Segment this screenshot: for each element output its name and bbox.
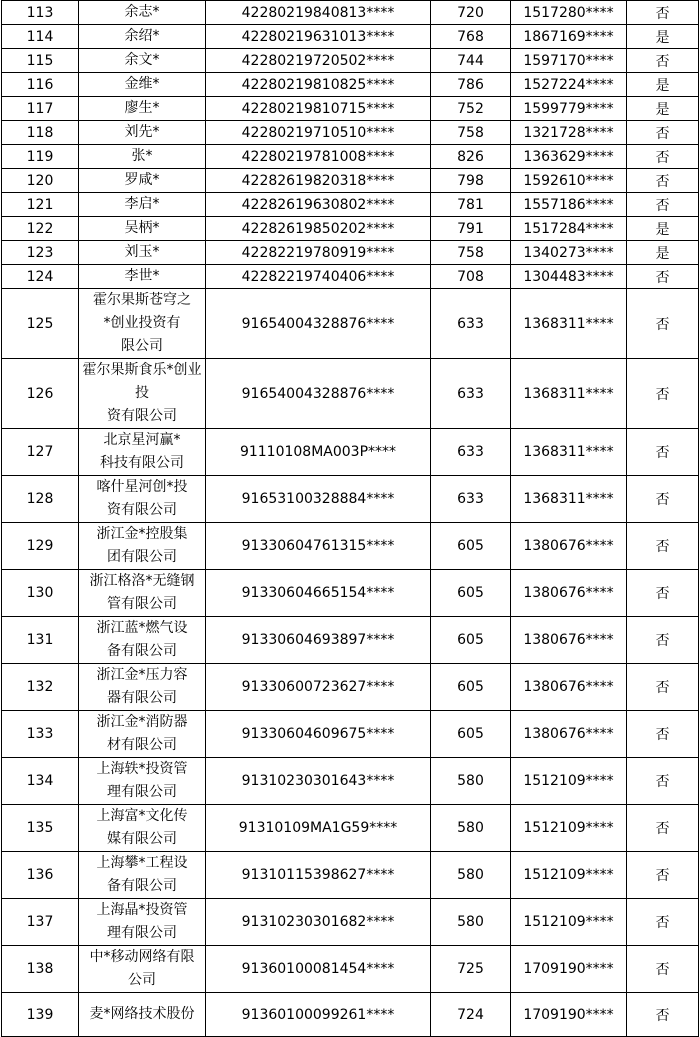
table-row [2,145,699,169]
row-name: 霍尔果斯苍穹之 *创业投资有 限公司 [79,289,206,359]
row-flag: 否 [627,946,699,993]
row-name: 浙江格洛*无缝钢 管有限公司 [79,570,206,617]
table-row [2,49,699,73]
row-id-code: 42282619630802**** [206,193,431,217]
row-number: 128 [2,476,79,523]
table-row [2,121,699,145]
row-flag: 否 [627,664,699,711]
row-name: 金维* [79,73,206,97]
row-flag: 否 [627,359,699,429]
row-flag: 否 [627,805,699,852]
row-id-code: 91110108MA003P**** [206,429,431,476]
row-score: 758 [431,241,511,265]
row-flag: 否 [627,476,699,523]
row-phone: 1867169**** [511,25,627,49]
row-number: 139 [2,993,79,1037]
row-number: 125 [2,289,79,359]
row-phone: 1599779**** [511,97,627,121]
row-number: 135 [2,805,79,852]
row-name: 罗咸* [79,169,206,193]
row-name: 浙江金*控股集 团有限公司 [79,523,206,570]
row-flag: 否 [627,758,699,805]
row-id-code: 91310230301682**** [206,899,431,946]
row-number: 123 [2,241,79,265]
row-id-code: 42280219631013**** [206,25,431,49]
row-name: 吴柄* [79,217,206,241]
row-id-code: 91654004328876**** [206,359,431,429]
row-phone: 1709190**** [511,946,627,993]
row-id-code: 91330604665154**** [206,570,431,617]
row-phone: 1597170**** [511,49,627,73]
row-flag: 否 [627,193,699,217]
table-row [2,359,699,429]
row-name: 麦*网络技术股份 [79,993,206,1037]
row-score: 580 [431,758,511,805]
row-name: 上海攀*工程设 备有限公司 [79,852,206,899]
row-phone: 1512109**** [511,758,627,805]
row-phone: 1512109**** [511,852,627,899]
row-number: 124 [2,265,79,289]
row-number: 129 [2,523,79,570]
row-number: 119 [2,145,79,169]
row-name: 浙江金*压力容 器有限公司 [79,664,206,711]
row-phone: 1517280**** [511,1,627,25]
row-flag: 否 [627,523,699,570]
row-flag: 否 [627,121,699,145]
row-phone: 1380676**** [511,664,627,711]
row-name: 余志* [79,1,206,25]
row-name: 李世* [79,265,206,289]
row-name: 余绍* [79,25,206,49]
row-name: 余文* [79,49,206,73]
row-number: 133 [2,711,79,758]
row-name: 上海轶*投资管 理有限公司 [79,758,206,805]
row-name: 北京星河赢* 科技有限公司 [79,429,206,476]
row-id-code: 91330604609675**** [206,711,431,758]
row-number: 134 [2,758,79,805]
row-number: 113 [2,1,79,25]
row-phone: 1380676**** [511,711,627,758]
row-phone: 1368311**** [511,476,627,523]
row-number: 127 [2,429,79,476]
row-name: 刘先* [79,121,206,145]
table-row [2,805,699,852]
row-flag: 是 [627,217,699,241]
row-score: 580 [431,899,511,946]
row-id-code: 91310115398627**** [206,852,431,899]
table-row [2,946,699,993]
row-flag: 否 [627,49,699,73]
row-score: 633 [431,359,511,429]
row-id-code: 91330604761315**** [206,523,431,570]
row-number: 131 [2,617,79,664]
row-flag: 否 [627,899,699,946]
row-flag: 否 [627,993,699,1037]
row-phone: 1321728**** [511,121,627,145]
row-score: 720 [431,1,511,25]
row-number: 117 [2,97,79,121]
row-phone: 1512109**** [511,805,627,852]
row-score: 758 [431,121,511,145]
row-score: 580 [431,852,511,899]
row-number: 130 [2,570,79,617]
row-score: 791 [431,217,511,241]
row-score: 605 [431,570,511,617]
row-name: 刘玉* [79,241,206,265]
row-id-code: 42280219720502**** [206,49,431,73]
row-phone: 1709190**** [511,993,627,1037]
row-name: 李启* [79,193,206,217]
row-score: 633 [431,476,511,523]
row-id-code: 91330604693897**** [206,617,431,664]
row-flag: 否 [627,429,699,476]
row-flag: 是 [627,241,699,265]
row-number: 138 [2,946,79,993]
row-name: 张* [79,145,206,169]
row-id-code: 42280219781008**** [206,145,431,169]
row-id-code: 91360100099261**** [206,993,431,1037]
row-phone: 1363629**** [511,145,627,169]
row-number: 121 [2,193,79,217]
row-number: 122 [2,217,79,241]
table-row [2,169,699,193]
row-id-code: 42280219710510**** [206,121,431,145]
table-row [2,711,699,758]
row-name: 廖生* [79,97,206,121]
row-name: 霍尔果斯食乐*创业投 资有限公司 [79,359,206,429]
row-id-code: 91310230301643**** [206,758,431,805]
row-phone: 1368311**** [511,429,627,476]
table-row [2,1,699,25]
row-id-code: 42282219740406**** [206,265,431,289]
table-row [2,289,699,359]
row-number: 136 [2,852,79,899]
row-score: 826 [431,145,511,169]
table-row [2,570,699,617]
row-name: 中*移动网络有限 公司 [79,946,206,993]
data-table [1,0,699,1037]
row-number: 114 [2,25,79,49]
row-id-code: 91653100328884**** [206,476,431,523]
table-row [2,217,699,241]
row-id-code: 91330600723627**** [206,664,431,711]
row-name: 喀什星河创*投 资有限公司 [79,476,206,523]
row-number: 132 [2,664,79,711]
row-name: 浙江蓝*燃气设 备有限公司 [79,617,206,664]
row-phone: 1557186**** [511,193,627,217]
row-id-code: 42282619850202**** [206,217,431,241]
row-flag: 否 [627,711,699,758]
table-row [2,758,699,805]
row-phone: 1380676**** [511,523,627,570]
row-score: 724 [431,993,511,1037]
row-phone: 1527224**** [511,73,627,97]
row-number: 120 [2,169,79,193]
row-name: 上海晶*投资管 理有限公司 [79,899,206,946]
row-flag: 否 [627,1,699,25]
row-number: 115 [2,49,79,73]
row-phone: 1512109**** [511,899,627,946]
table-row [2,429,699,476]
row-score: 605 [431,664,511,711]
row-flag: 否 [627,617,699,664]
table-body [2,1,699,1037]
row-score: 725 [431,946,511,993]
row-score: 580 [431,805,511,852]
row-number: 116 [2,73,79,97]
row-score: 605 [431,523,511,570]
table-row [2,664,699,711]
row-id-code: 91360100081454**** [206,946,431,993]
row-id-code: 42280219810825**** [206,73,431,97]
table-row [2,523,699,570]
row-score: 768 [431,25,511,49]
row-score: 633 [431,289,511,359]
row-phone: 1368311**** [511,359,627,429]
table-row [2,193,699,217]
row-score: 605 [431,617,511,664]
row-id-code: 42282219780919**** [206,241,431,265]
row-id-code: 91654004328876**** [206,289,431,359]
row-flag: 否 [627,570,699,617]
row-score: 708 [431,265,511,289]
row-name: 上海富*文化传 媒有限公司 [79,805,206,852]
row-id-code: 42280219810715**** [206,97,431,121]
table-row [2,476,699,523]
table-row [2,617,699,664]
row-flag: 否 [627,169,699,193]
row-phone: 1517284**** [511,217,627,241]
row-id-code: 42280219840813**** [206,1,431,25]
row-score: 605 [431,711,511,758]
row-phone: 1592610**** [511,169,627,193]
row-flag: 是 [627,97,699,121]
table-row [2,25,699,49]
row-number: 118 [2,121,79,145]
table-row [2,97,699,121]
row-flag: 是 [627,73,699,97]
table-row [2,241,699,265]
row-score: 744 [431,49,511,73]
table-row [2,73,699,97]
row-flag: 否 [627,852,699,899]
row-phone: 1368311**** [511,289,627,359]
row-name: 浙江金*消防器 材有限公司 [79,711,206,758]
row-phone: 1304483**** [511,265,627,289]
row-flag: 否 [627,289,699,359]
row-flag: 是 [627,25,699,49]
row-phone: 1380676**** [511,617,627,664]
row-id-code: 42282619820318**** [206,169,431,193]
row-phone: 1340273**** [511,241,627,265]
row-score: 781 [431,193,511,217]
row-score: 798 [431,169,511,193]
row-flag: 否 [627,265,699,289]
row-number: 126 [2,359,79,429]
row-score: 752 [431,97,511,121]
table-row [2,899,699,946]
table-row [2,265,699,289]
row-score: 633 [431,429,511,476]
row-phone: 1380676**** [511,570,627,617]
row-id-code: 91310109MA1G59**** [206,805,431,852]
row-number: 137 [2,899,79,946]
row-score: 786 [431,73,511,97]
row-flag: 否 [627,145,699,169]
table-row [2,852,699,899]
